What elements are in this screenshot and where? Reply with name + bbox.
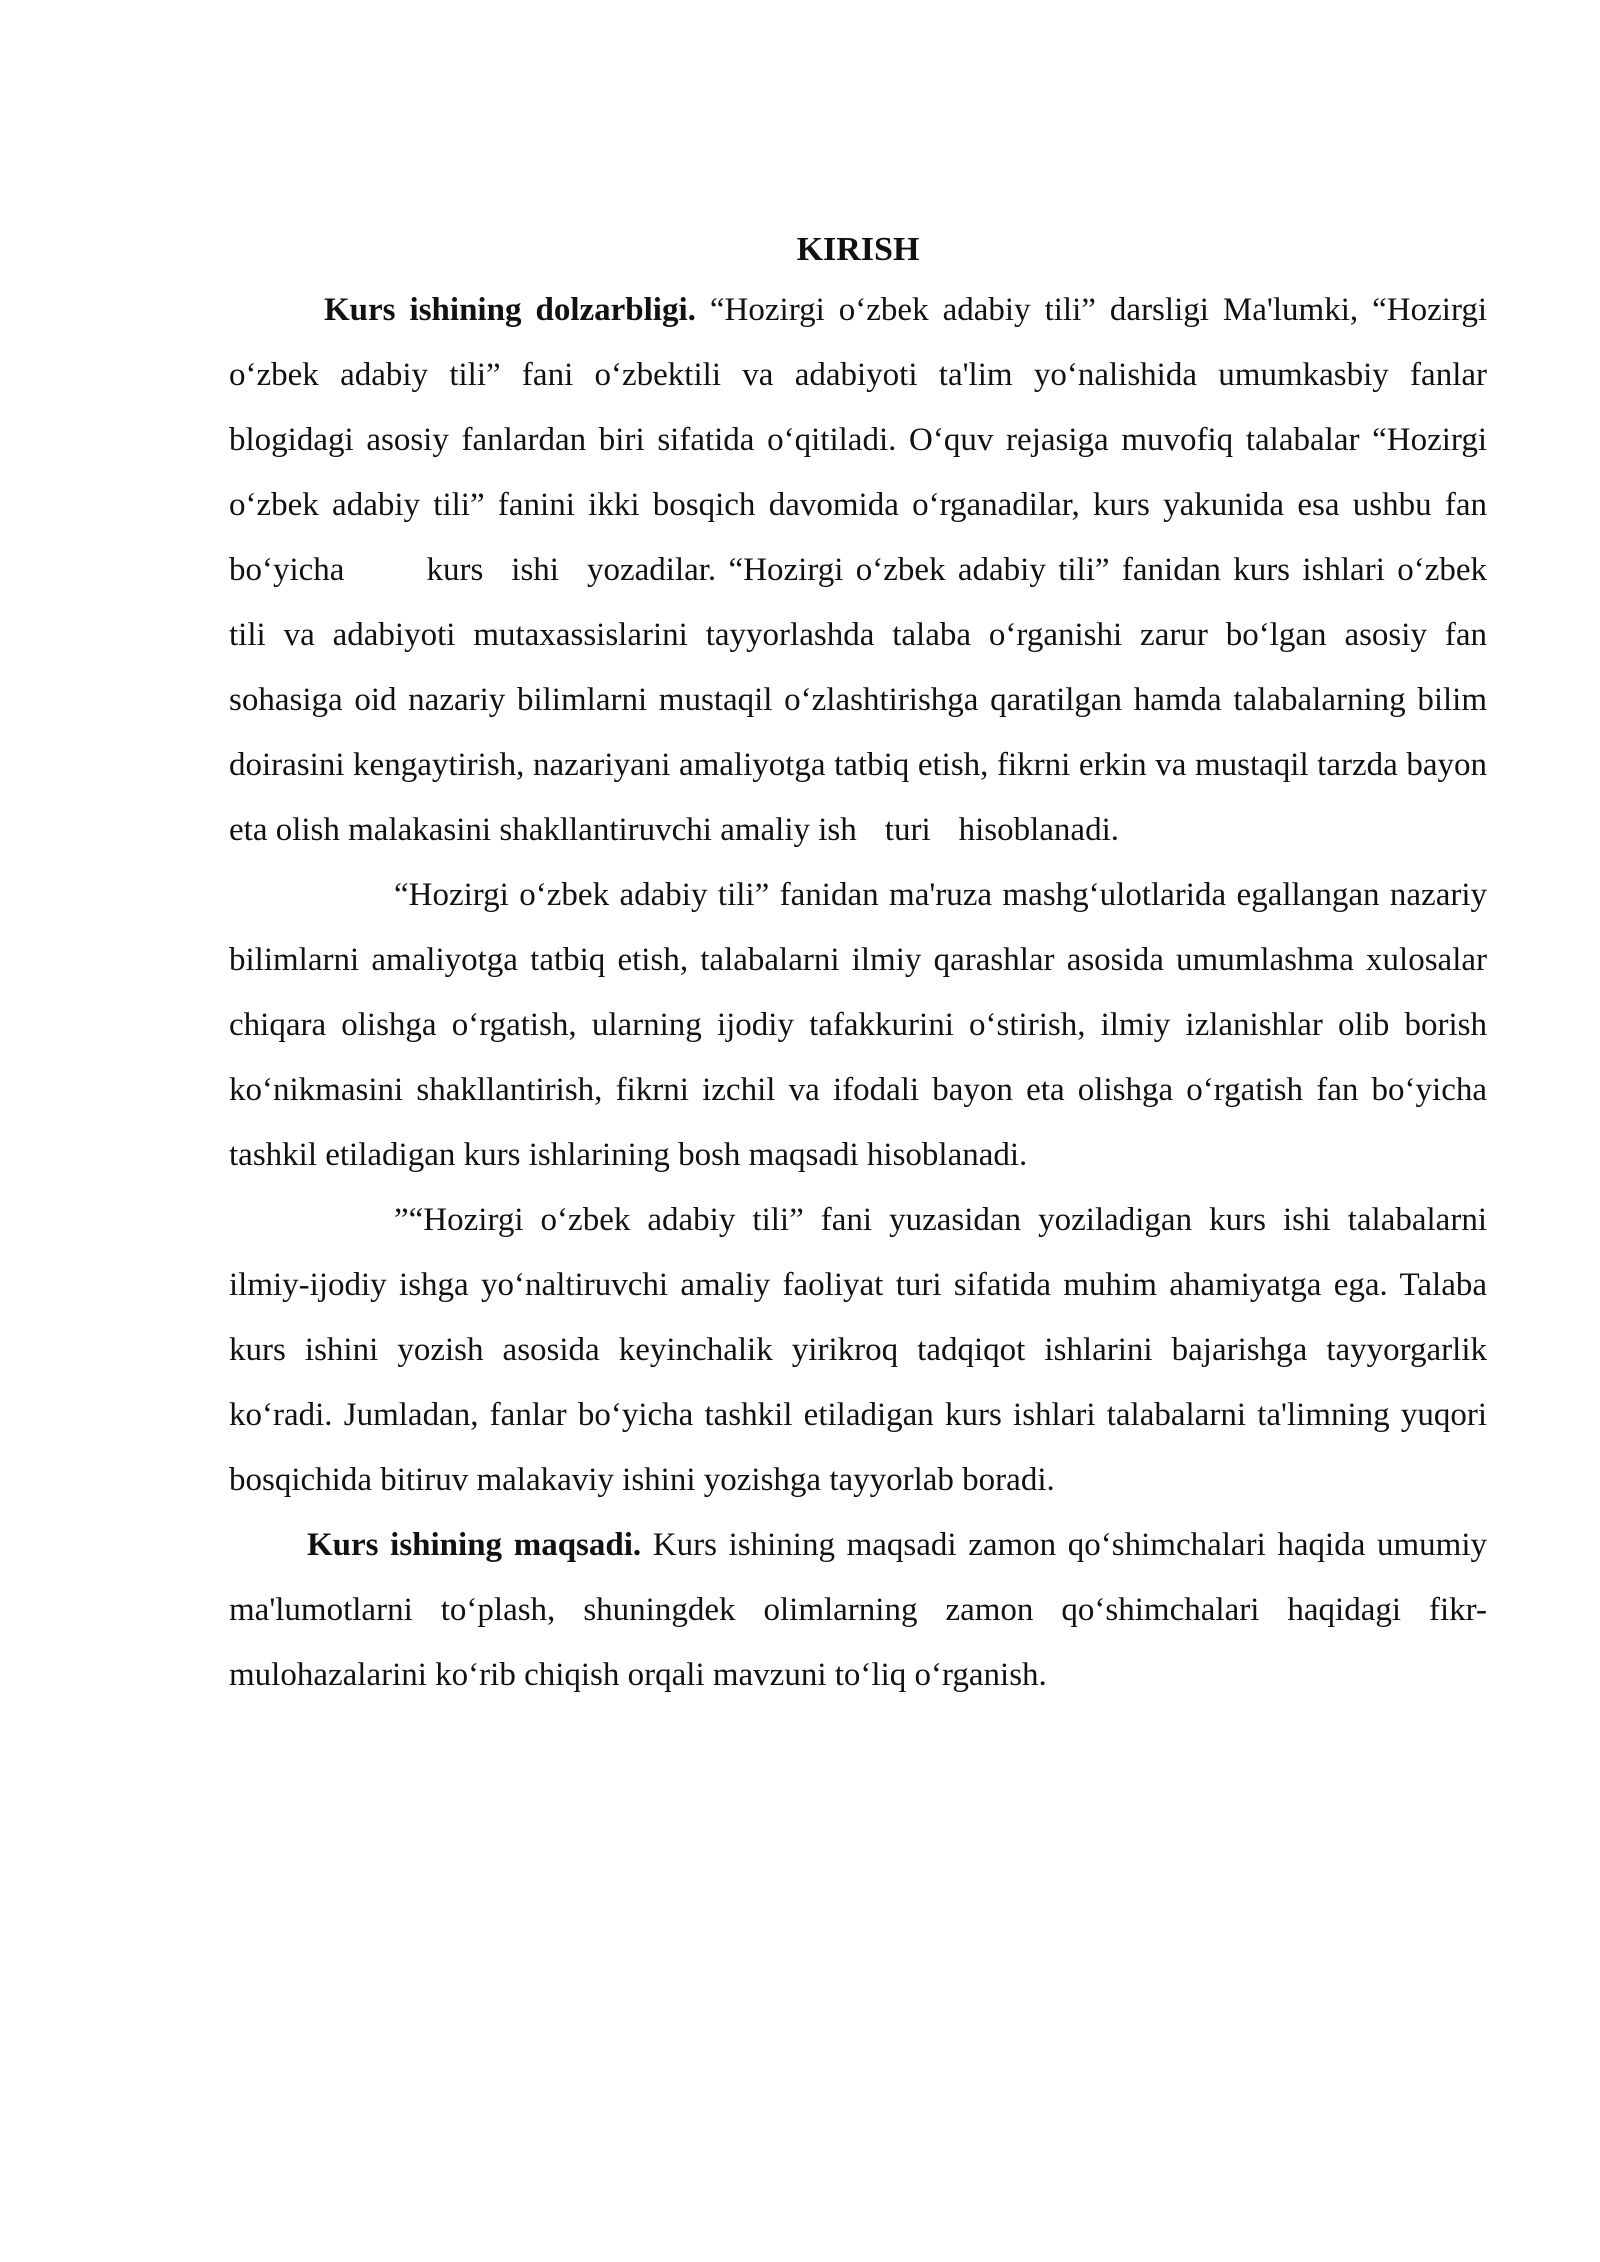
aim-text: Kurs ishining maqsadi zamon qo‘shimchalari haqida umumiy ma'lumotlarni to‘plash, shuningdek olimlarning zamon qo‘shimchalari haqidagi fikr-mulohazalarini ko‘rib chiqish orqali mavzuni to‘liq o‘rganish. bbox=[229, 1527, 1487, 1693]
paragraph-goals: “Hozirgi o‘zbek adabiy tili” fanidan ma'ruza mashg‘ulotlarida egallangan nazariy bilimlarni amaliyotga tatbiq etish, talabalarni ilmiy qarashlar asosida umumlashma xulosalar chiqara olishga o‘rgatish, ularning ijodiy tafakkurini o‘stirish, ilmiy izlanishlar olib borish ko‘nikmasini shakllantirish, fikrni izchil va ifodali bayon eta olishga o‘rgatish fan bo‘yicha tashkil etiladigan kurs ishlarining bosh maqsadi hisoblanadi. bbox=[229, 877, 1487, 1173]
paragraph-relevance bbox=[229, 278, 1487, 863]
word-kurs: kurs bbox=[426, 552, 484, 588]
word-ishi: ishi bbox=[511, 552, 559, 588]
relevance-text: “Hozirgi o‘zbek adabiy tili” darsligi Ma'lumki, “Hozirgi o‘zbek adabiy tili” fani o‘zbektili va adabiyoti ta'lim yo‘nalishida umumkasbiy fanlar blogidagi asosiy fanlardan biri sifatida o‘qitiladi. O‘quv rejasiga muvofiq talabalar “Hozirgi o‘zbek adabiy tili” fanini ikki bosqich davomida o‘rganadilar, kurs yakunida esa ushbu fan bo‘yicha bbox=[229, 292, 1488, 588]
heading-aim: Kurs ishining maqsadi. bbox=[307, 1527, 642, 1563]
paragraph-aim bbox=[229, 1513, 1487, 1708]
word-yozadilar: yozadilar. bbox=[586, 552, 717, 588]
paragraph-importance: ”“Hozirgi o‘zbek adabiy tili” fani yuzasidan yoziladigan kurs ishi talabalarni ilmiy-ijodiy ishga yo‘naltiruvchi amaliy faoliyat turi sifatida muhim ahamiyatga ega. Talaba kurs ishini yozish asosida keyinchalik yirikroq tadqiqot ishlarini bajarishga tayyorgarlik ko‘radi. Jumladan, fanlar bo‘yicha tashkil etiladigan kurs ishlari talabalarni ta'limning yuqori bosqichida bitiruv malakaviy ishini yozishga tayyorlab boradi. bbox=[229, 1202, 1487, 1498]
document-title: KIRISH bbox=[796, 231, 920, 268]
document-body bbox=[229, 222, 1487, 1708]
heading-relevance: Kurs ishining dolzarbligi. bbox=[324, 292, 696, 328]
relevance-text-continued: “Hozirgi o‘zbek adabiy tili” fanidan kurs ishlari o‘zbek tili va adabiyoti mutaxassislarini tayyorlashda talaba o‘rganishi zarur bo‘lgan asosiy fan sohasiga oid nazariy bilimlarni mustaqil o‘zlashtirishga qaratilgan hamda talabalarning bilim doirasini kengaytirish, nazariyani amaliyotga tatbiq etish, fikrni erkin va mustaqil tarzda bayon eta olish malakasini shakllantiruvchi amaliy ish bbox=[229, 552, 1487, 848]
word-turi: turi bbox=[884, 812, 931, 848]
word-hisoblanadi: hisoblanadi. bbox=[958, 812, 1120, 848]
